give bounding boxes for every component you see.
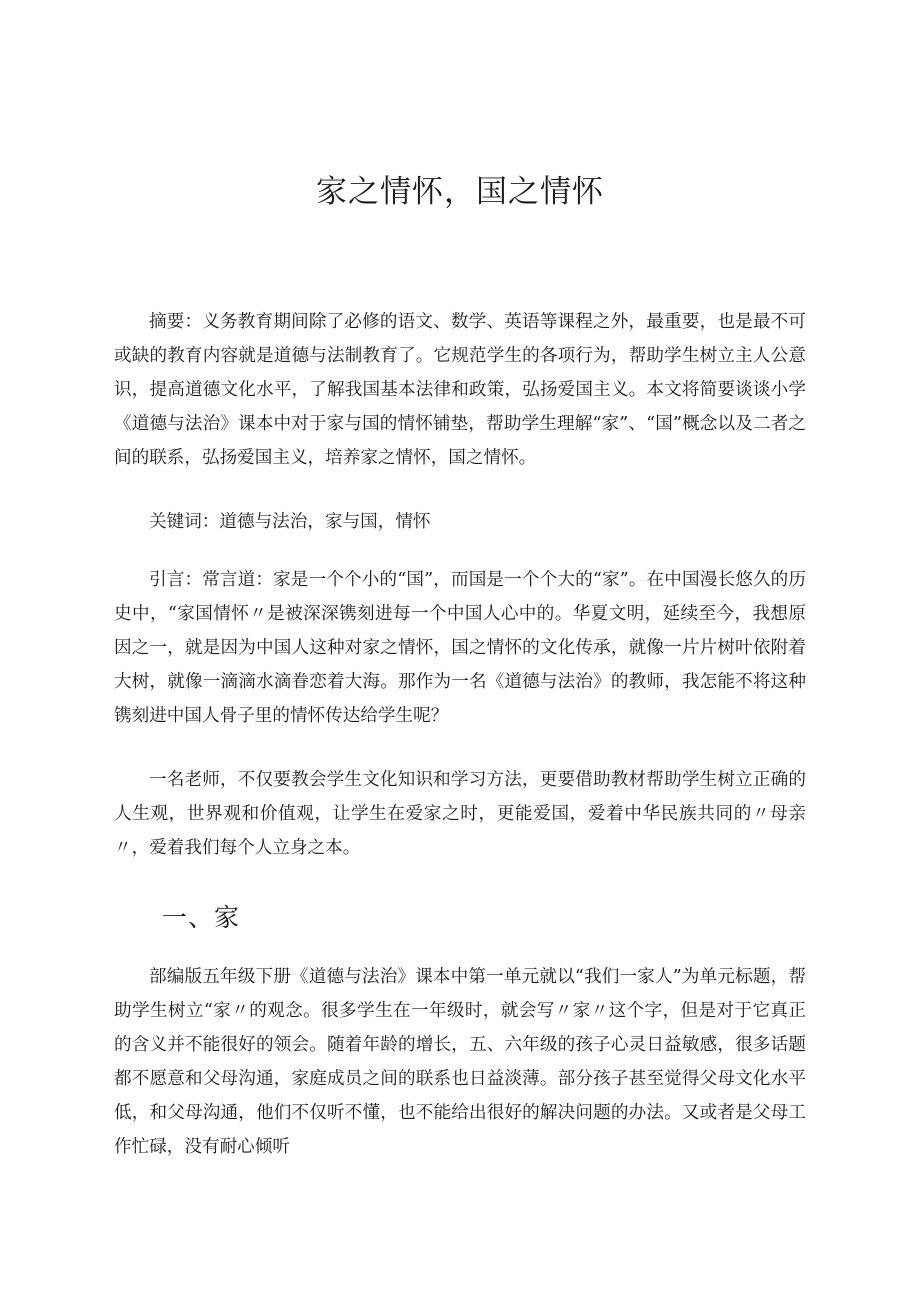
section-paragraph: 部编版五年级下册《道德与法治》课本中第一单元就以“我们一家人”为单元标题，帮助学生树立“家〃的观念。很多学生在一年级时，就会写〃家〃这个字，但是对于它真正的含义并不能很好的领会。随着年龄的增长，五、六年级的孩子心灵日益敏感，很多话题都不愿意和父母沟通，家庭成员之间的联系也日益淡薄。部分孩子甚至觉得父母文化水平低，和父母沟通，他们不仅听不懂，也不能给出很好的解决问题的办法。又或者是父母工作忙碌，没有耐心倾听 [114,967,806,1157]
section-heading: 一、家 [162,903,241,932]
abstract-paragraph: 摘要：义务教育期间除了必修的语文、数学、英语等课程之外，最重要，也是最不可或缺的教育内容就是道德与法制教育了。它规范学生的各项行为，帮助学生树立主人公意识，提高道德文化水平，了解我国基本法律和政策，弘扬爱国主义。本文将简要谈谈小学《道德与法治》课本中对于家与国的情怀铺垫，帮助学生理解“家”、“国”概念以及二者之间的联系，弘扬爱国主义，培养家之情怀，国之情怀。 [114,312,806,468]
keywords-paragraph: 关键词：道德与法治，家与国，情怀 [149,512,431,532]
body-paragraph: 一名老师，不仅要教会学生文化知识和学习方法，更要借助教材帮助学生树立正确的人生观，世界观和价值观，让学生在爱家之时，更能爱国，爱着中华民族共同的〃母亲〃，爱着我们每个人立身之本。 [114,770,806,858]
document-title: 家之情怀，国之情怀 [316,174,604,210]
intro-paragraph: 引言：常言道：家是一个个小的“国”，而国是一个个大的“家”。在中国漫长悠久的历史中，“家国情怀〃是被深深镌刻进每一个中国人心中的。华夏文明，延续至今，我想原因之一，就是因为中国人这种对家之情怀，国之情怀的文化传承，就像一片片树叶依附着大树，就像一滴滴水滴眷恋着大海。那作为一名《道德与法治》的教师，我怎能不将这种镌刻进中国人骨子里的情怀传达给学生呢？ [114,570,806,726]
